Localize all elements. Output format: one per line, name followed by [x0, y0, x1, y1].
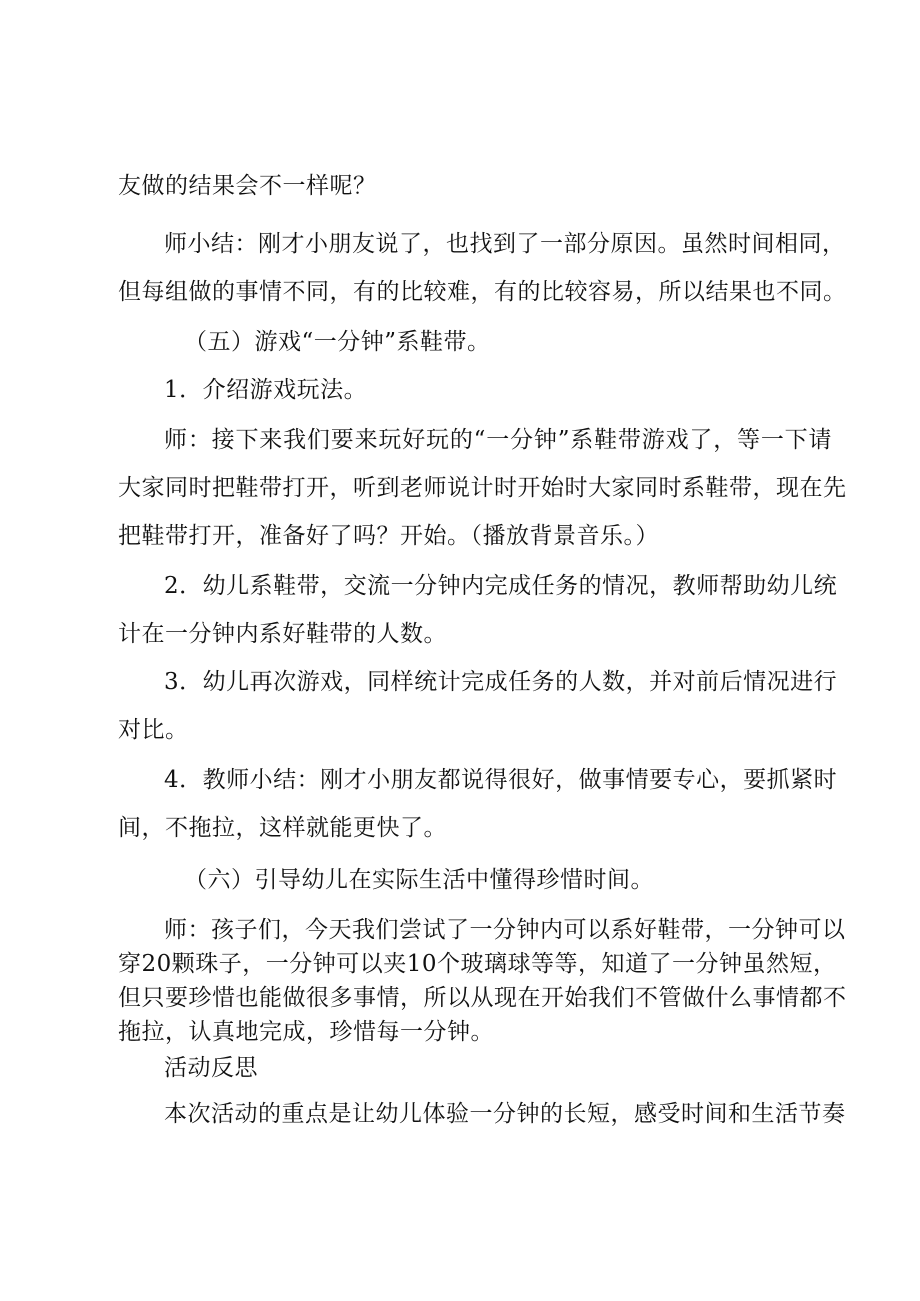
list-item: 1．介绍游戏玩法。: [164, 377, 368, 403]
section-heading: （六）引导幼儿在实际生活中懂得珍惜时间。: [184, 867, 654, 893]
paragraph-line: 大家同时把鞋带打开，听到老师说计时开始时大家同时系鞋带，现在先: [118, 475, 847, 501]
paragraph-line: 师：孩子们，今天我们尝试了一分钟内可以系好鞋带，一分钟可以: [164, 917, 846, 943]
list-item: 3．幼儿再次游戏，同样统计完成任务的人数，并对前后情况进行: [164, 669, 838, 695]
list-item: 4．教师小结：刚才小朋友都说得很好，做事情要专心，要抓紧时: [164, 767, 838, 793]
paragraph-line: 但只要珍惜也能做很多事情，所以从现在开始我们不管做什么事情都不: [118, 985, 847, 1011]
paragraph-line: 但每组做的事情不同，有的比较难，有的比较容易，所以结果也不同。: [118, 279, 847, 305]
paragraph-line: 本次活动的重点是让幼儿体验一分钟的长短，感受时间和生活节奏: [164, 1101, 846, 1127]
section-heading: （五）游戏“一分钟”系鞋带。: [184, 329, 491, 355]
paragraph-line: 间，不拖拉，这样就能更快了。: [118, 815, 447, 841]
paragraph-line: 师小结：刚才小朋友说了，也找到了一部分原因。虽然时间相同，: [164, 231, 846, 257]
paragraph-line: 师：接下来我们要来玩好玩的“一分钟”系鞋带游戏了，等一下请: [164, 427, 832, 453]
section-title: 活动反思: [164, 1055, 258, 1081]
paragraph-line: 穿20颗珠子，一分钟可以夹10个玻璃球等等，知道了一分钟虽然短，: [118, 951, 837, 977]
list-item: 2．幼儿系鞋带，交流一分钟内完成任务的情况，教师帮助幼儿统: [164, 573, 838, 599]
paragraph-line: 对比。: [118, 717, 189, 743]
paragraph-line: 拖拉，认真地完成，珍惜每一分钟。: [118, 1019, 494, 1045]
paragraph-line: 友做的结果会不一样呢？: [118, 173, 377, 199]
paragraph-line: 把鞋带打开，准备好了吗？开始。（播放背景音乐。）: [118, 523, 659, 549]
paragraph-line: 计在一分钟内系好鞋带的人数。: [118, 621, 447, 647]
